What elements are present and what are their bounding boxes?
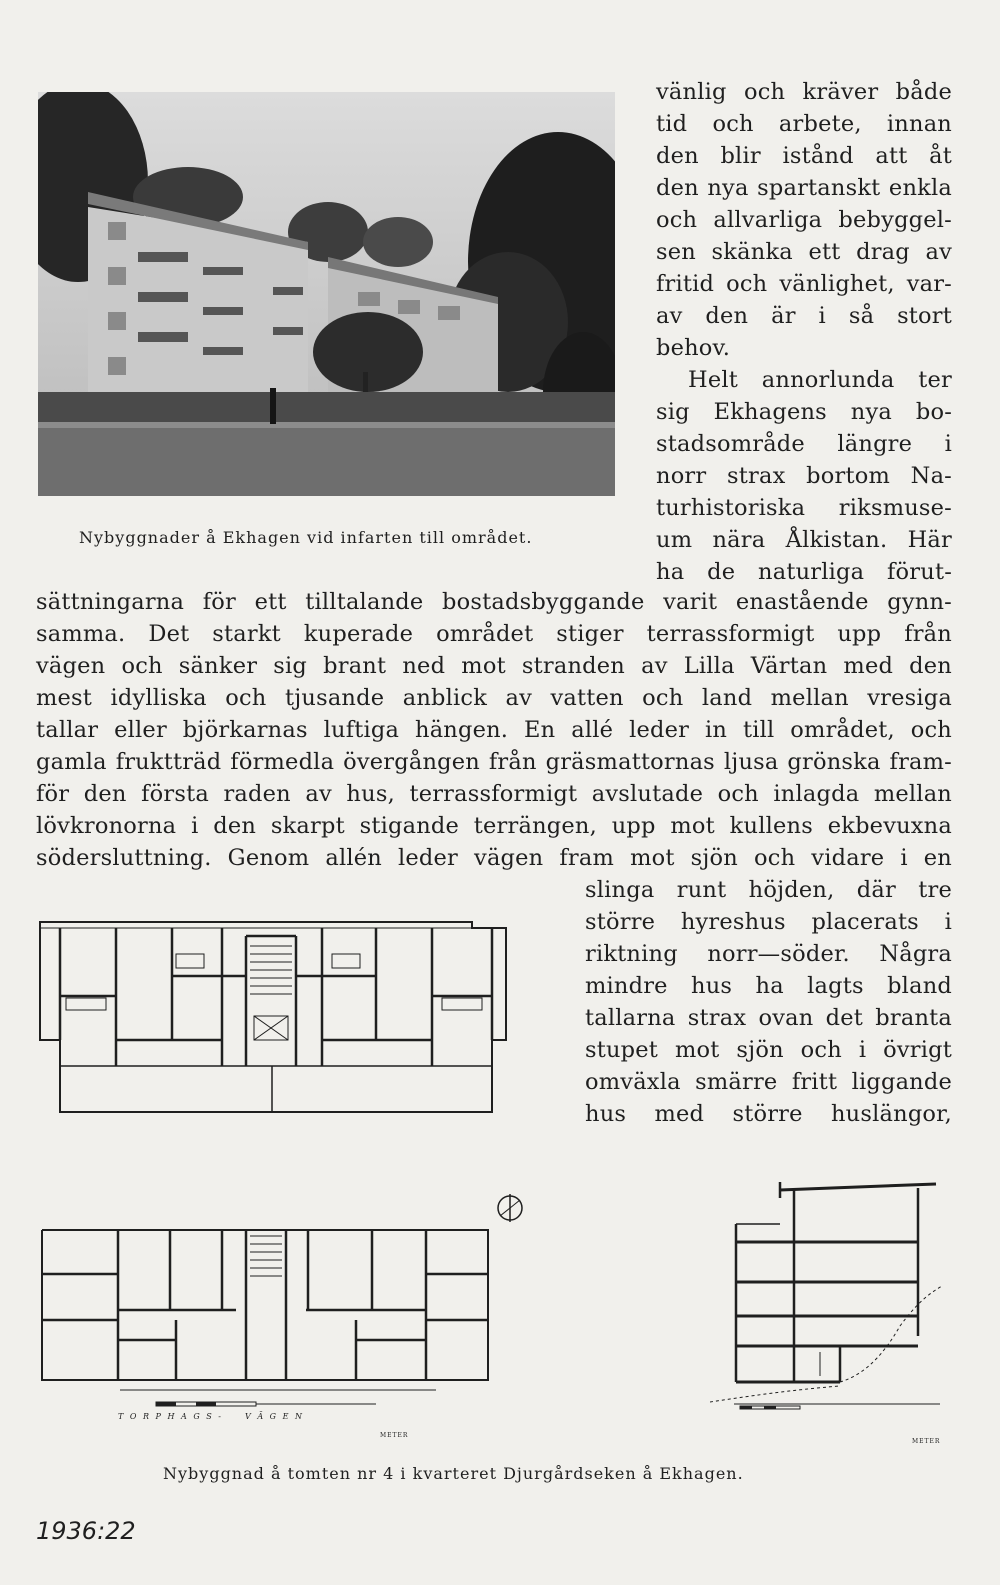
- text-line: stupet mot sjön och i övrigt: [585, 1037, 952, 1063]
- photo-ekhagen-buildings: [38, 92, 615, 496]
- text-line: tallar eller björkarnas luftiga hängen. En allé leder in till området, och: [36, 717, 952, 743]
- text-line: ha de naturliga förut-: [656, 559, 952, 585]
- text-line: behov.: [656, 335, 731, 361]
- floor-plan-lower: [36, 1210, 506, 1410]
- text-line: mindre hus ha lagts bland: [585, 973, 952, 999]
- text-line: vägen och sänker sig brant ned mot stranden av Lilla Värtan med den: [36, 653, 952, 679]
- text-line: sättningarna för ett tilltalande bostadsbyggande varit enastående gynn-: [36, 589, 952, 615]
- page-number: 1936:22: [36, 1517, 136, 1545]
- figure-caption: Nybyggnad å tomten nr 4 i kvarteret Djurgårdseken å Ekhagen.: [163, 1464, 744, 1483]
- text-line: hus med större huslängor,: [585, 1101, 952, 1127]
- text-line: omväxla smärre fritt liggande: [585, 1069, 952, 1095]
- text-line: turhistoriska riksmuse-: [656, 495, 952, 521]
- text-line: av den är i så stort: [656, 303, 952, 329]
- floor-plan-upper: [36, 916, 516, 1122]
- text-line: slinga runt höjden, där tre: [585, 877, 952, 903]
- text-line: den blir istånd att åt: [656, 143, 952, 169]
- text-line: tid och arbete, innan: [656, 111, 952, 137]
- text-line: um nära Ålkistan. Här: [656, 527, 952, 553]
- text-line: sig Ekhagens nya bo-: [656, 399, 952, 425]
- text-line: södersluttning. Genom allén leder vägen fram mot sjön och vidare i en: [36, 845, 952, 871]
- text-line: riktning norr—söder. Några: [585, 941, 952, 967]
- text-line: större hyreshus placerats i: [585, 909, 952, 935]
- text-line: stadsområde längre i: [656, 431, 952, 457]
- text-line: lövkronorna i den skarpt stigande terrängen, upp mot kullens ekbevuxna: [36, 813, 952, 839]
- text-line: och allvarliga bebyggel-: [656, 207, 952, 233]
- street-label-left: T O R P H A G S -: [118, 1412, 223, 1421]
- photo-illustration: [38, 92, 615, 496]
- text-line: sen skänka ett drag av: [656, 239, 952, 265]
- scale-unit-right: METER: [912, 1438, 941, 1445]
- text-line: samma. Det starkt kuperade området stiger terrassformigt upp från: [36, 621, 952, 647]
- street-label-right: V Ä G E N: [245, 1412, 304, 1421]
- text-line: gamla fruktträd förmedla övergången från gräsmattornas ljusa grönska fram-: [36, 749, 952, 775]
- text-line: Helt annorlunda ter: [688, 367, 952, 393]
- photo-caption: Nybyggnader å Ekhagen vid infarten till området.: [79, 528, 533, 547]
- text-line: för den första raden av hus, terrassformigt avslutade och inlagda mellan: [36, 781, 952, 807]
- text-line: vänlig och kräver både: [656, 79, 952, 105]
- text-line: norr strax bortom Na-: [656, 463, 952, 489]
- text-line: den nya spartanskt enkla: [656, 175, 952, 201]
- text-line: tallarna strax ovan det branta: [585, 1005, 952, 1031]
- section-drawing: [710, 1176, 950, 1412]
- text-line: fritid och vänlighet, var-: [656, 271, 952, 297]
- text-line: mest idylliska och tjusande anblick av vatten och land mellan vresiga: [36, 685, 952, 711]
- scale-unit-left: METER: [380, 1432, 409, 1439]
